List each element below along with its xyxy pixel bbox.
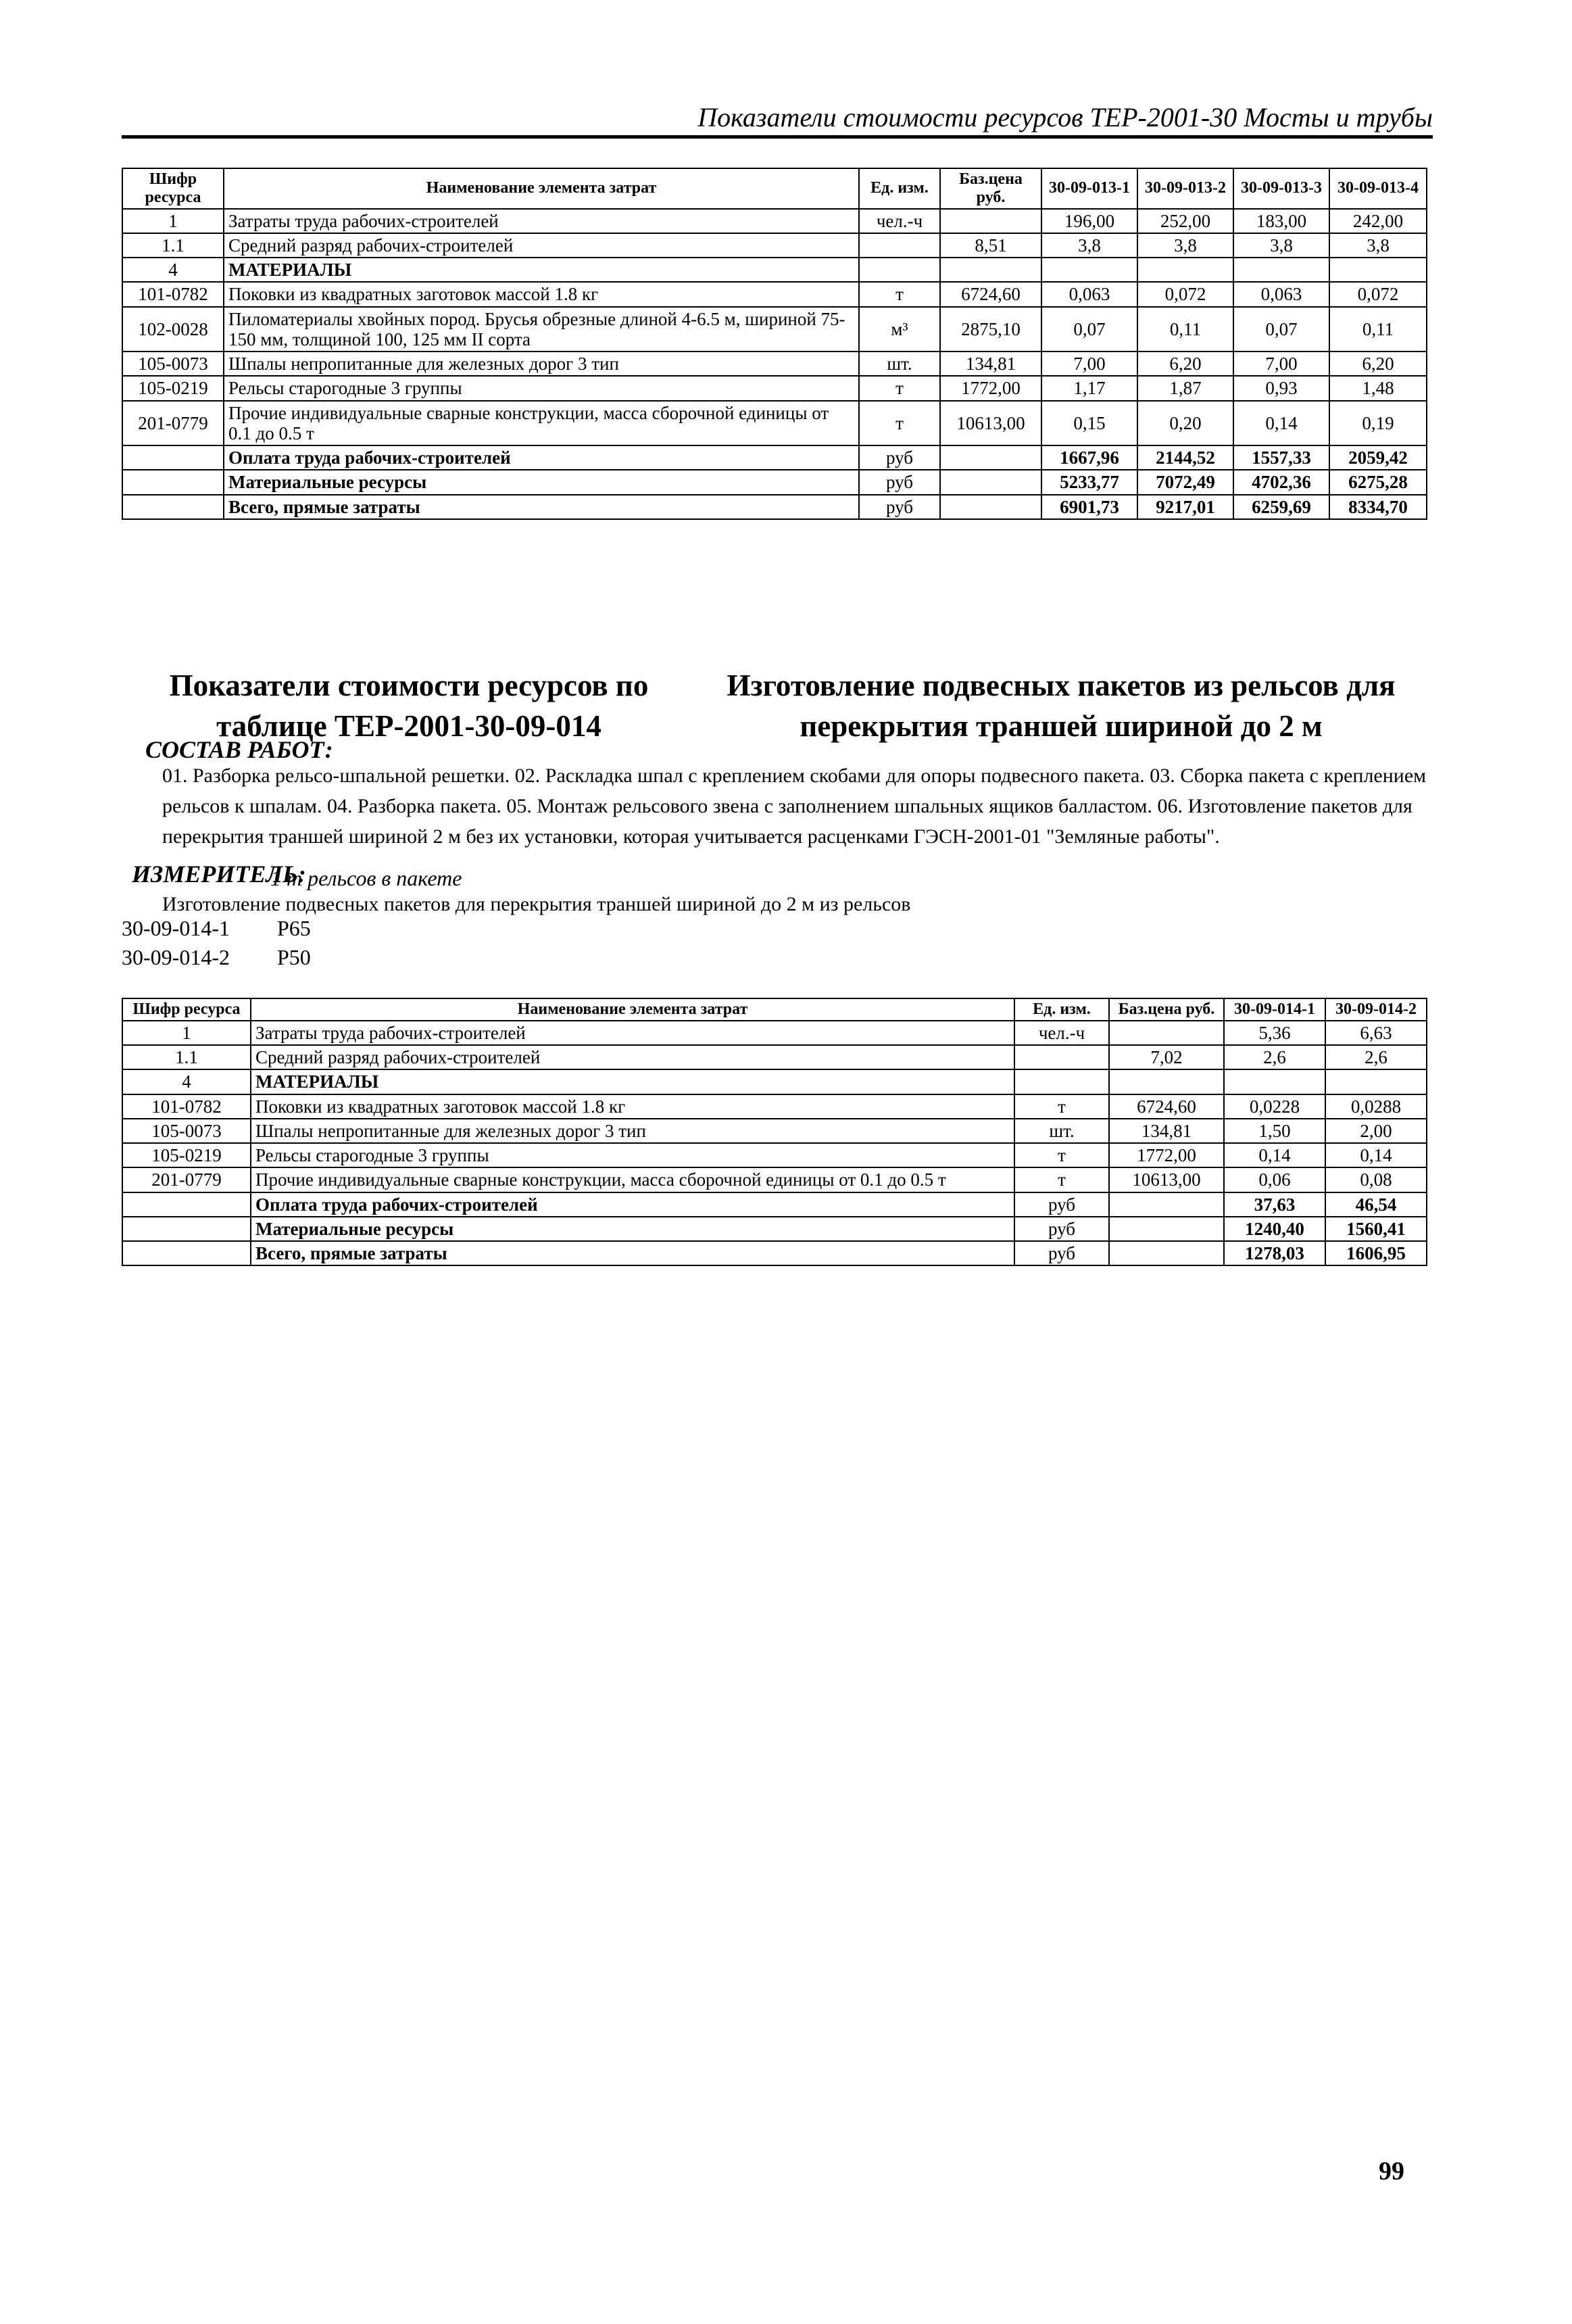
value-variant-1: 0,063 <box>1041 282 1137 306</box>
resource-code: 105-0073 <box>122 1119 251 1143</box>
total-unit: руб <box>1014 1241 1109 1265</box>
empty-cell <box>1109 1217 1224 1241</box>
value-variant-1: 196,00 <box>1041 209 1137 233</box>
empty-cell <box>122 1217 251 1241</box>
total-name: Оплата труда рабочих-строителей <box>224 445 859 470</box>
value-variant-2: 0,11 <box>1137 307 1233 352</box>
value-variant-2: 2,00 <box>1325 1119 1427 1143</box>
col-header-code: Шифр ресурса <box>122 998 251 1021</box>
base-price: 2875,10 <box>940 307 1041 352</box>
resource-code: 101-0782 <box>122 1094 251 1119</box>
value-variant-4: 1,48 <box>1329 376 1427 400</box>
resource-name: Пиломатериалы хвойных пород. Брусья обрезные длиной 4-6.5 м, шириной 75-150 мм, толщиной 100, 125 мм II сорта <box>224 307 859 352</box>
resource-name: Рельсы старогодные 3 группы <box>251 1143 1014 1167</box>
value-variant-3: 183,00 <box>1233 209 1329 233</box>
value-variant-3: 0,07 <box>1233 307 1329 352</box>
total-variant-4: 2059,42 <box>1329 445 1427 470</box>
empty-cell <box>940 470 1041 494</box>
value-variant-1: 0,06 <box>1224 1167 1325 1192</box>
value-variant-3: 3,8 <box>1233 233 1329 258</box>
resource-name: Рельсы старогодные 3 группы <box>224 376 859 400</box>
resource-code: 1 <box>122 209 224 233</box>
col-header-variant-4: 30-09-013-4 <box>1329 168 1427 209</box>
col-header-unit: Ед. изм. <box>859 168 940 209</box>
value-variant-1: 0,07 <box>1041 307 1137 352</box>
resource-unit <box>859 233 940 258</box>
total-unit: руб <box>1014 1192 1109 1217</box>
total-unit: руб <box>1014 1217 1109 1241</box>
table-row <box>122 282 1427 306</box>
total-variant-1: 1667,96 <box>1041 445 1137 470</box>
total-variant-1: 1240,40 <box>1224 1217 1325 1241</box>
empty-cell <box>122 445 224 470</box>
resource-code: 105-0073 <box>122 352 224 376</box>
value-variant-2: 3,8 <box>1137 233 1233 258</box>
resource-unit: шт. <box>859 352 940 376</box>
table-row <box>122 1143 1427 1167</box>
value-variant-2: 6,63 <box>1325 1021 1427 1045</box>
empty-cell <box>940 495 1041 519</box>
total-name: Материальные ресурсы <box>251 1217 1014 1241</box>
meter-value: 1 т рельсов в пакете <box>270 866 462 890</box>
total-variant-4: 6275,28 <box>1329 470 1427 494</box>
value-variant-3: 0,93 <box>1233 376 1329 400</box>
variant-rail: Р65 <box>277 916 311 940</box>
table-row <box>122 352 1427 376</box>
resource-code: 201-0779 <box>122 1167 251 1192</box>
base-price <box>1109 1069 1224 1094</box>
header-rule <box>122 135 1433 139</box>
total-variant-1: 5233,77 <box>1041 470 1137 494</box>
value-variant-2: 0,072 <box>1137 282 1233 306</box>
resource-unit <box>1014 1069 1109 1094</box>
resource-unit: чел.-ч <box>859 209 940 233</box>
value-variant-2 <box>1137 258 1233 282</box>
table-row <box>122 1069 1427 1094</box>
resource-name: МАТЕРИАЛЫ <box>224 258 859 282</box>
value-variant-2: 252,00 <box>1137 209 1233 233</box>
value-variant-4: 242,00 <box>1329 209 1427 233</box>
value-variant-2: 2,6 <box>1325 1045 1427 1069</box>
total-variant-1: 1278,03 <box>1224 1241 1325 1265</box>
total-unit: руб <box>859 495 940 519</box>
resource-name: Затраты труда рабочих-строителей <box>251 1021 1014 1045</box>
resource-unit <box>1014 1045 1109 1069</box>
value-variant-1 <box>1224 1069 1325 1094</box>
table-row <box>122 401 1427 445</box>
resource-code: 4 <box>122 258 224 282</box>
resource-code: 105-0219 <box>122 376 224 400</box>
totals-row <box>122 1192 1427 1217</box>
total-variant-2: 46,54 <box>1325 1192 1427 1217</box>
base-price: 10613,00 <box>940 401 1041 445</box>
value-variant-1: 3,8 <box>1041 233 1137 258</box>
value-variant-4: 0,072 <box>1329 282 1427 306</box>
section-subtitle: Изготовление подвесных пакетов из рельсов для перекрытия траншей шириной до 2 м <box>727 669 1396 743</box>
table-header-row <box>122 998 1427 1021</box>
value-variant-4: 0,11 <box>1329 307 1427 352</box>
value-variant-1: 1,17 <box>1041 376 1137 400</box>
base-price: 1772,00 <box>1109 1143 1224 1167</box>
resource-name: Затраты труда рабочих-строителей <box>224 209 859 233</box>
resource-code: 101-0782 <box>122 282 224 306</box>
base-price: 10613,00 <box>1109 1167 1224 1192</box>
col-header-name: Наименование элемента затрат <box>251 998 1014 1021</box>
resource-name: Поковки из квадратных заготовок массой 1.8 кг <box>224 282 859 306</box>
variant-line <box>122 945 311 970</box>
value-variant-1 <box>1041 258 1137 282</box>
resource-code: 102-0028 <box>122 307 224 352</box>
totals-row <box>122 495 1427 519</box>
totals-row <box>122 1217 1427 1241</box>
resource-name: Поковки из квадратных заготовок массой 1.8 кг <box>251 1094 1014 1119</box>
section-title: Показатели стоимости ресурсов по таблице ТЕР-2001-30-09-014 <box>169 669 649 743</box>
empty-cell <box>122 1192 251 1217</box>
total-variant-3: 6259,69 <box>1233 495 1329 519</box>
base-price <box>940 258 1041 282</box>
table-row <box>122 307 1427 352</box>
resource-unit: т <box>1014 1094 1109 1119</box>
totals-row <box>122 445 1427 470</box>
total-variant-2: 2144,52 <box>1137 445 1233 470</box>
col-header-price: Баз.цена руб. <box>940 168 1041 209</box>
resource-name: МАТЕРИАЛЫ <box>251 1069 1014 1094</box>
variant-code: 30-09-014-2 <box>122 945 230 969</box>
value-variant-4: 3,8 <box>1329 233 1427 258</box>
resource-unit: шт. <box>1014 1119 1109 1143</box>
value-variant-1: 0,15 <box>1041 401 1137 445</box>
resource-name: Шпалы непропитанные для железных дорог 3 тип <box>224 352 859 376</box>
resource-code: 105-0219 <box>122 1143 251 1167</box>
value-variant-4: 0,19 <box>1329 401 1427 445</box>
running-header: Показатели стоимости ресурсов ТЕР-2001-30 Мосты и трубы <box>697 102 1433 132</box>
table-row <box>122 1045 1427 1069</box>
table-row <box>122 1094 1427 1119</box>
total-unit: руб <box>859 445 940 470</box>
resource-unit <box>859 258 940 282</box>
value-variant-2: 0,0288 <box>1325 1094 1427 1119</box>
col-header-variant-1: 30-09-014-1 <box>1224 998 1325 1021</box>
value-variant-3: 0,14 <box>1233 401 1329 445</box>
base-price: 134,81 <box>1109 1119 1224 1143</box>
resource-name: Прочие индивидуальные сварные конструкции, масса сборочной единицы от 0.1 до 0.5 т <box>224 401 859 445</box>
value-variant-2: 0,20 <box>1137 401 1233 445</box>
total-variant-2: 7072,49 <box>1137 470 1233 494</box>
empty-cell <box>122 470 224 494</box>
value-variant-2: 1,87 <box>1137 376 1233 400</box>
empty-cell <box>940 445 1041 470</box>
resource-name: Шпалы непропитанные для железных дорог 3 тип <box>251 1119 1014 1143</box>
totals-row <box>122 470 1427 494</box>
page-number: 99 <box>1379 2157 1404 2185</box>
empty-cell <box>122 495 224 519</box>
variant-rail: Р50 <box>277 945 311 969</box>
resource-code: 4 <box>122 1069 251 1094</box>
total-variant-1: 37,63 <box>1224 1192 1325 1217</box>
empty-cell <box>1109 1241 1224 1265</box>
value-variant-2: 6,20 <box>1137 352 1233 376</box>
total-variant-2: 9217,01 <box>1137 495 1233 519</box>
base-price: 6724,60 <box>940 282 1041 306</box>
resource-unit: чел.-ч <box>1014 1021 1109 1045</box>
total-variant-3: 4702,36 <box>1233 470 1329 494</box>
base-price: 134,81 <box>940 352 1041 376</box>
resource-code: 201-0779 <box>122 401 224 445</box>
total-unit: руб <box>859 470 940 494</box>
resource-name: Средний разряд рабочих-строителей <box>251 1045 1014 1069</box>
col-header-variant-1: 30-09-013-1 <box>1041 168 1137 209</box>
value-variant-4: 6,20 <box>1329 352 1427 376</box>
col-header-variant-2: 30-09-014-2 <box>1325 998 1427 1021</box>
value-variant-2: 0,14 <box>1325 1143 1427 1167</box>
base-price <box>1109 1021 1224 1045</box>
value-variant-1: 7,00 <box>1041 352 1137 376</box>
resource-unit: т <box>859 282 940 306</box>
col-header-name: Наименование элемента затрат <box>224 168 859 209</box>
variant-description: Изготовление подвесных пакетов для перекрытия траншей шириной до 2 м из рельсов <box>162 893 911 915</box>
value-variant-3 <box>1233 258 1329 282</box>
base-price: 8,51 <box>940 233 1041 258</box>
variant-code: 30-09-014-1 <box>122 916 230 940</box>
value-variant-1: 1,50 <box>1224 1119 1325 1143</box>
table-row <box>122 209 1427 233</box>
table-row <box>122 1119 1427 1143</box>
table-row <box>122 258 1427 282</box>
table-row <box>122 376 1427 400</box>
resource-unit: м³ <box>859 307 940 352</box>
resource-name: Прочие индивидуальные сварные конструкции, масса сборочной единицы от 0.1 до 0.5 т <box>251 1167 1014 1192</box>
resource-unit: т <box>1014 1143 1109 1167</box>
meter-label: ИЗМЕРИТЕЛЬ: <box>132 861 306 888</box>
total-variant-2: 1560,41 <box>1325 1217 1427 1241</box>
value-variant-1: 5,36 <box>1224 1021 1325 1045</box>
resource-unit: т <box>859 401 940 445</box>
total-variant-3: 1557,33 <box>1233 445 1329 470</box>
base-price: 7,02 <box>1109 1045 1224 1069</box>
total-variant-1: 6901,73 <box>1041 495 1137 519</box>
col-header-price: Баз.цена руб. <box>1109 998 1224 1021</box>
total-name: Всего, прямые затраты <box>251 1241 1014 1265</box>
composition-text: 01. Разборка рельсо-шпальной решетки. 02. Раскладка шпал с креплением скобами для опоры подвесного пакета. 03. Сборка пакета с креплением рельсов к шпалам. 04. Разборка пакета. 05. Монтаж рельсового звена с заполнением шпальных ящиков балластом. 06. Изготовление пакетов для перекрытия траншей шириной 2 м без их установки, которая учитывается расценками ГЭСН-2001-01 "Земляные работы". <box>162 765 1427 848</box>
total-variant-2: 1606,95 <box>1325 1241 1427 1265</box>
col-header-variant-2: 30-09-013-2 <box>1137 168 1233 209</box>
col-header-unit: Ед. изм. <box>1014 998 1109 1021</box>
total-name: Материальные ресурсы <box>224 470 859 494</box>
resource-name: Средний разряд рабочих-строителей <box>224 233 859 258</box>
totals-row <box>122 1241 1427 1265</box>
resource-code: 1 <box>122 1021 251 1045</box>
value-variant-4 <box>1329 258 1427 282</box>
value-variant-3: 7,00 <box>1233 352 1329 376</box>
value-variant-2 <box>1325 1069 1427 1094</box>
value-variant-1: 0,14 <box>1224 1143 1325 1167</box>
empty-cell <box>1109 1192 1224 1217</box>
table-row <box>122 1021 1427 1045</box>
table-row <box>122 233 1427 258</box>
value-variant-3: 0,063 <box>1233 282 1329 306</box>
value-variant-1: 0,0228 <box>1224 1094 1325 1119</box>
table-header-row <box>122 168 1427 209</box>
resource-table-013 <box>122 168 1427 520</box>
table-row <box>122 1167 1427 1192</box>
base-price: 1772,00 <box>940 376 1041 400</box>
resource-unit: т <box>859 376 940 400</box>
composition-label: СОСТАВ РАБОТ: <box>145 736 333 763</box>
total-name: Оплата труда рабочих-строителей <box>251 1192 1014 1217</box>
resource-unit: т <box>1014 1167 1109 1192</box>
col-header-variant-3: 30-09-013-3 <box>1233 168 1329 209</box>
total-name: Всего, прямые затраты <box>224 495 859 519</box>
base-price <box>940 209 1041 233</box>
empty-cell <box>122 1241 251 1265</box>
resource-code: 1.1 <box>122 1045 251 1069</box>
total-variant-4: 8334,70 <box>1329 495 1427 519</box>
resource-code: 1.1 <box>122 233 224 258</box>
value-variant-1: 2,6 <box>1224 1045 1325 1069</box>
variant-line <box>122 916 311 941</box>
value-variant-2: 0,08 <box>1325 1167 1427 1192</box>
resource-table-014 <box>122 998 1427 1266</box>
base-price: 6724,60 <box>1109 1094 1224 1119</box>
col-header-code: Шифр ресурса <box>122 168 224 209</box>
